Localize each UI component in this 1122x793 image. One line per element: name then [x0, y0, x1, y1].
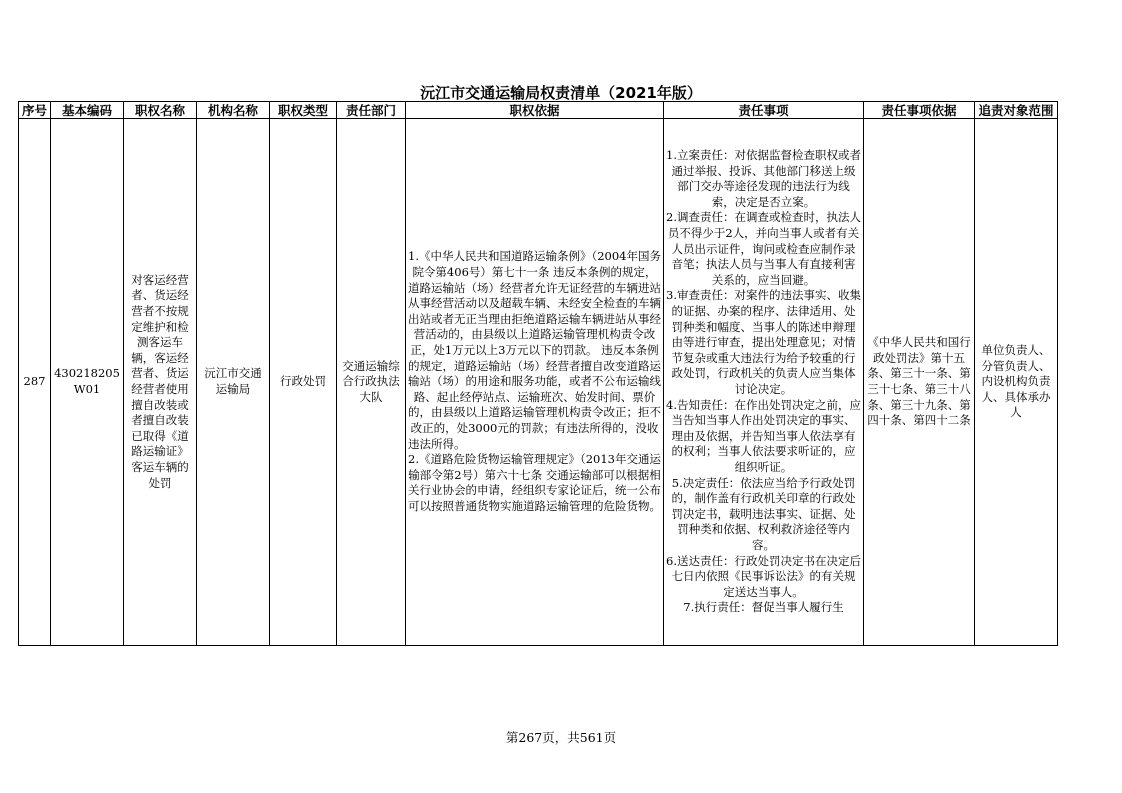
header-power-name: 职权名称 [124, 102, 197, 119]
cell-duty-basis: 《中华人民共和国行政处罚法》第十五条、第三十一条、第三十七条、第三十八条、第三十九条、第四十条、第四十二条 [864, 119, 975, 646]
header-duties: 责任事项 [664, 102, 864, 119]
duty-item-6: 6.送达责任：行政处罚决定书在决定后七日内依照《民事诉讼法》的有关规定送达当事人。 [666, 553, 861, 599]
header-seq: 序号 [19, 102, 51, 119]
header-org-name: 机构名称 [197, 102, 270, 119]
cell-code: 430218205W01 [51, 119, 124, 646]
cell-power-type: 行政处罚 [270, 119, 337, 646]
cell-dept: 交通运输综合行政执法大队 [337, 119, 406, 646]
header-duty-basis: 责任事项依据 [864, 102, 975, 119]
table-row [19, 119, 1058, 646]
basis-item-2: 2.《道路危险货物运输管理规定》（2013年交通运输部令第2号）第六十七条 交通运输部可以根据相关行业协会的申请，经组织专家论证后，统一公布可以按照普通货物实施道路运输管理的危险货物。 [408, 452, 661, 513]
page-title: 沅江市交通运输局权责清单（2021年版） [420, 84, 702, 102]
header-row [19, 102, 1058, 119]
cell-seq: 287 [19, 119, 51, 646]
page-number: 第267页，共561页 [505, 730, 617, 745]
power-list-table [18, 101, 1058, 646]
duty-item-1: 1.立案责任：对依据监督检查职权或者通过举报、投诉、其他部门移送上级部门交办等途径发现的违法行为线索，决定是否立案。 [666, 148, 861, 209]
duty-item-3: 3.审查责任：对案件的违法事实、收集的证据、办案的程序、法律适用、处罚种类和幅度、当事人的陈述申辩理由等进行审查，提出处理意见；对情节复杂或重大违法行为给予较重的行政处罚，行政机关的负责人应当集体讨论决定。 [666, 288, 861, 396]
duty-item-5: 5.决定责任：依法应当给予行政处罚的，制作盖有行政机关印章的行政处罚决定书，载明违法事实、证据、处罚种类和依据、权利救济途径等内容。 [671, 475, 856, 552]
header-dept: 责任部门 [337, 102, 406, 119]
basis-item-1: 1.《中华人民共和国道路运输条例》（2004年国务院令第406号）第七十一条 违反本条例的规定，道路运输站（场）经营者允许无证经营的车辆进站从事经营活动以及超载车辆、未经安全检查的车辆出站或者无正当理由拒绝道路运输车辆进站从事经营活动的，由县级以上道路运输管理机构责令改正，处1万元以上3万元以下的罚款。 违反本条例的规定，道路运输站（场）经营者擅自改变道路运输站（场）的用途和服务功能，或者不公布运输线路、起止经停站点、运输班次、始发时间、票价的，由县级以上道路运输管理机构责令改正；拒不改正的，处3000元的罚款；有违法所得的，没收违法所得。 [408, 249, 661, 451]
cell-power-name: 对客运经营者、货运经营者不按规定维护和检测客运车辆，客运经营者、货运经营者使用擅自改装或者擅自改装已取得《道路运输证》客运车辆的处罚 [124, 119, 197, 646]
header-basis: 职权依据 [406, 102, 664, 119]
cell-duties [664, 119, 864, 646]
header-code: 基本编码 [51, 102, 124, 119]
header-accountability: 追责对象范围 [975, 102, 1058, 119]
duty-item-7: 7.执行责任：督促当事人履行生 [683, 600, 844, 615]
header-power-type: 职权类型 [270, 102, 337, 119]
cell-accountability: 单位负责人、分管负责人、内设机构负责人、具体承办人 [975, 119, 1058, 646]
cell-org-name: 沅江市交通运输局 [197, 119, 270, 646]
duty-item-2: 2.调查责任：在调查或检查时，执法人员不得少于2人，并向当事人或者有关人员出示证件，询问或检查应制作录音笔；执法人员与当事人有直接利害关系的，应当回避。 [666, 210, 861, 287]
cell-basis [406, 119, 664, 646]
duty-item-4: 4.告知责任：在作出处罚决定之前，应当告知当事人作出处罚决定的事实、理由及依据，并告知当事人依法享有的权利；当事人依法要求听证的，应组织听证。 [666, 397, 861, 474]
